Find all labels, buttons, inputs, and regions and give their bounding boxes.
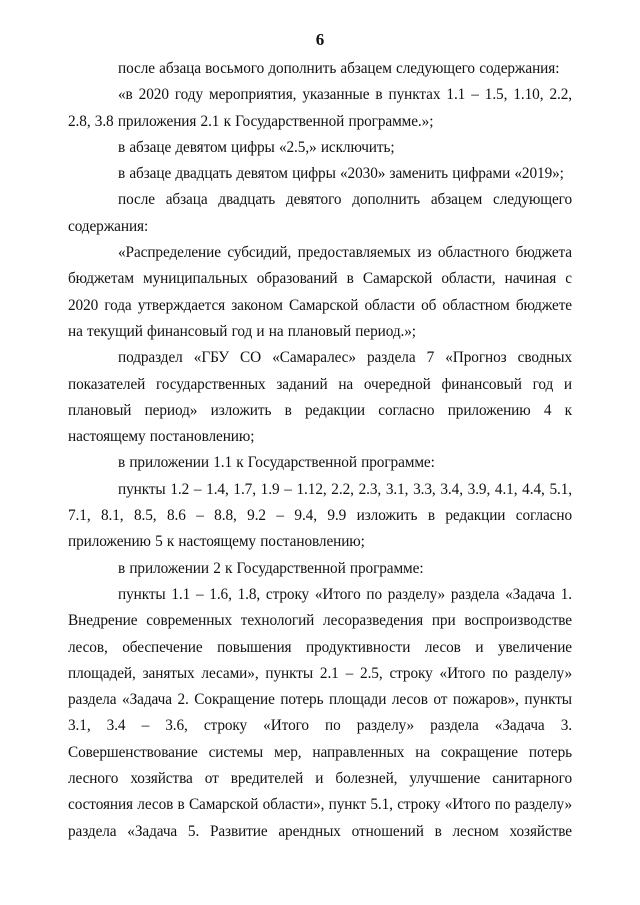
page-number: 6 xyxy=(315,30,325,49)
paragraph-6: «Распределение субсидий, предоставляемых из областного бюджета бюджетам муниципальных образований в Самарской области, начиная с 2020 года утверждается законом Самарской области об областном бюджете на текущий финансовый год и на плановый период.»; xyxy=(68,244,572,340)
paragraph-2: «в 2020 году мероприятия, указанные в пунктах 1.1 – 1.5, 1.10, 2.2, 2.8, 3.8 приложения 2.1 к Государственной программе.»; xyxy=(68,86,572,130)
paragraph-1: после абзаца восьмого дополнить абзацем следующего содержания: xyxy=(118,60,560,77)
paragraph-5: после абзаца двадцать девятого дополнить абзацем следующего содержания: xyxy=(68,191,572,235)
paragraph-9: пункты 1.2 – 1.4, 1.7, 1.9 – 1.12, 2.2, 2.3, 3.1, 3.3, 3.4, 3.9, 4.1, 4.4, 5.1, 7.1, 8.1, 8.5, 8.6 – 8.8, 9.2 – 9.4, 9.9 изложить в редакции согласно приложению 5 к настоящему постановлению; xyxy=(68,480,572,551)
paragraph-4: в абзаце двадцать девятом цифры «2030» заменить цифрами «2019»; xyxy=(118,165,564,183)
document-body xyxy=(68,56,572,845)
paragraph-8: в приложении 1.1 к Государственной программе: xyxy=(118,454,435,472)
paragraph-10: в приложении 2 к Государственной программе: xyxy=(118,559,424,577)
paragraph-7: подраздел «ГБУ СО «Самаралес» раздела 7 «Прогноз сводных показателей государственных заданий на очередной финансовый год и плановый период» изложить в редакции согласно приложению 4 к настоящему постановлению; xyxy=(68,349,572,446)
paragraph-11: пункты 1.1 – 1.6, 1.8, строку «Итого по разделу» раздела «Задача 1. Внедрение современных технологий лесоразведения при воспроизводстве лесов, обеспечение повышения продуктивности лесов и увеличение площадей, занятых лесами», пункты 2.1 – 2.5, строку «Итого по разделу» раздела «Задача 2. Сокращение потерь площади лесов от пожаров», пункты 3.1, 3.4 – 3.6, строку «Итого по разделу» раздела «Задача 3. Совершенствование системы мер, направленных на сокращение потерь лесного хозяйства от вредителей и болезней, улучшение санитарного состояния лесов в Самарской области», пункт 5.1, строку «Итого по разделу» раздела «Задача 5. Развитие арендных отношений в лесном хозяйстве xyxy=(68,585,572,840)
paragraph-3: в абзаце девятом цифры «2.5,» исключить; xyxy=(118,138,395,156)
